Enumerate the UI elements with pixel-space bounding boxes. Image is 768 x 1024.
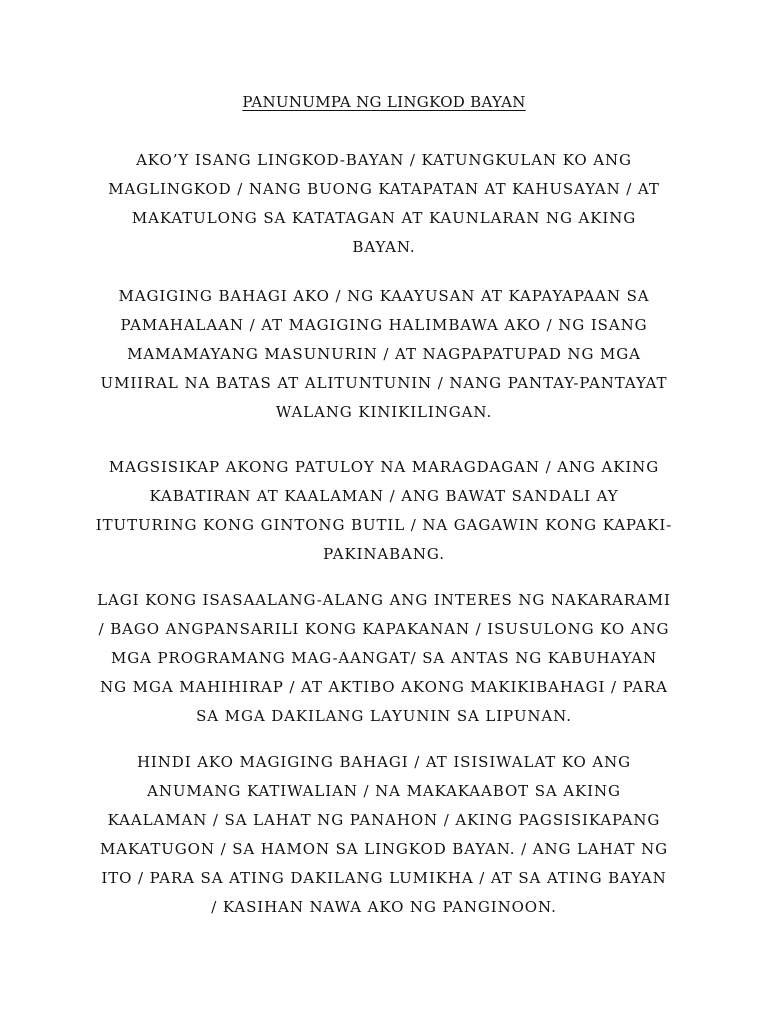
paragraph-line: LAGI KONG ISASAALANG-ALANG ANG INTERES NG NAKARARAMI — [97, 591, 671, 609]
paragraph-line: MAGLINGKOD / NANG BUONG KATAPATAN AT KAHUSAYAN / AT — [108, 180, 660, 198]
paragraph-line: KAALAMAN / SA LAHAT NG PANAHON / AKING PAGSISIKAPANG — [107, 811, 661, 829]
paragraph-line: MGA PROGRAMANG MAG-AANGAT/ SA ANTAS NG KABUHAYAN — [111, 649, 657, 667]
paragraph-line: MAGSISIKAP AKONG PATULOY NA MARAGDAGAN / ANG AKING — [108, 458, 660, 476]
oath-paragraph-4 — [84, 586, 684, 731]
paragraph-line: KABATIRAN AT KAALAMAN / ANG BAWAT SANDALI AY — [149, 487, 619, 505]
paragraph-line: HINDI AKO MAGIGING BAHAGI / AT ISISIWALAT KO ANG — [136, 753, 632, 771]
paragraph-line: ITUTURING KONG GINTONG BUTIL / NA GAGAWIN KONG KAPAKI- — [95, 516, 673, 534]
paragraph-line: ANUMANG KATIWALIAN / NA MAKAKAABOT SA AKING — [147, 782, 621, 800]
oath-paragraph-3 — [84, 453, 684, 569]
paragraph-line: NG MGA MAHIHIRAP / AT AKTIBO AKONG MAKIKIBAHAGI / PARA — [100, 678, 668, 696]
oath-paragraph-5 — [84, 748, 684, 922]
paragraph-line: UMIIRAL NA BATAS AT ALITUNTUNIN / NANG PANTAY-PANTAYAT — [100, 374, 668, 392]
document-title: PANUNUMPA NG LINGKOD BAYAN — [242, 93, 526, 111]
paragraph-line: / KASIHAN NAWA AKO NG PANGINOON. — [211, 898, 557, 916]
paragraph-line: AKO’Y ISANG LINGKOD-BAYAN / KATUNGKULAN KO ANG — [136, 151, 632, 169]
paragraph-line: MAGIGING BAHAGI AKO / NG KAAYUSAN AT KAPAYAPAAN SA — [118, 287, 650, 305]
paragraph-line: PAKINABANG. — [323, 545, 445, 563]
paragraph-line: BAYAN. — [352, 238, 416, 256]
paragraph-line: MAMAMAYANG MASUNURIN / AT NAGPAPATUPAD NG MGA — [127, 345, 641, 363]
oath-paragraph-2 — [84, 282, 684, 427]
paragraph-line: / BAGO ANGPANSARILI KONG KAPAKANAN / ISUSULONG KO ANG — [98, 620, 670, 638]
paragraph-line: MAKATUGON / SA HAMON SA LINGKOD BAYAN. / ANG LAHAT NG — [99, 840, 669, 858]
oath-paragraph-1 — [84, 146, 684, 262]
paragraph-line: SA MGA DAKILANG LAYUNIN SA LIPUNAN. — [196, 707, 572, 725]
paragraph-line: MAKATULONG SA KATATAGAN AT KAUNLARAN NG AKING — [131, 209, 637, 227]
paragraph-line: ITO / PARA SA ATING DAKILANG LUMIKHA / AT SA ATING BAYAN — [101, 869, 667, 887]
paragraph-line: WALANG KINIKILINGAN. — [275, 403, 493, 421]
paragraph-line: PAMAHALAAN / AT MAGIGING HALIMBAWA AKO / NG ISANG — [120, 316, 648, 334]
